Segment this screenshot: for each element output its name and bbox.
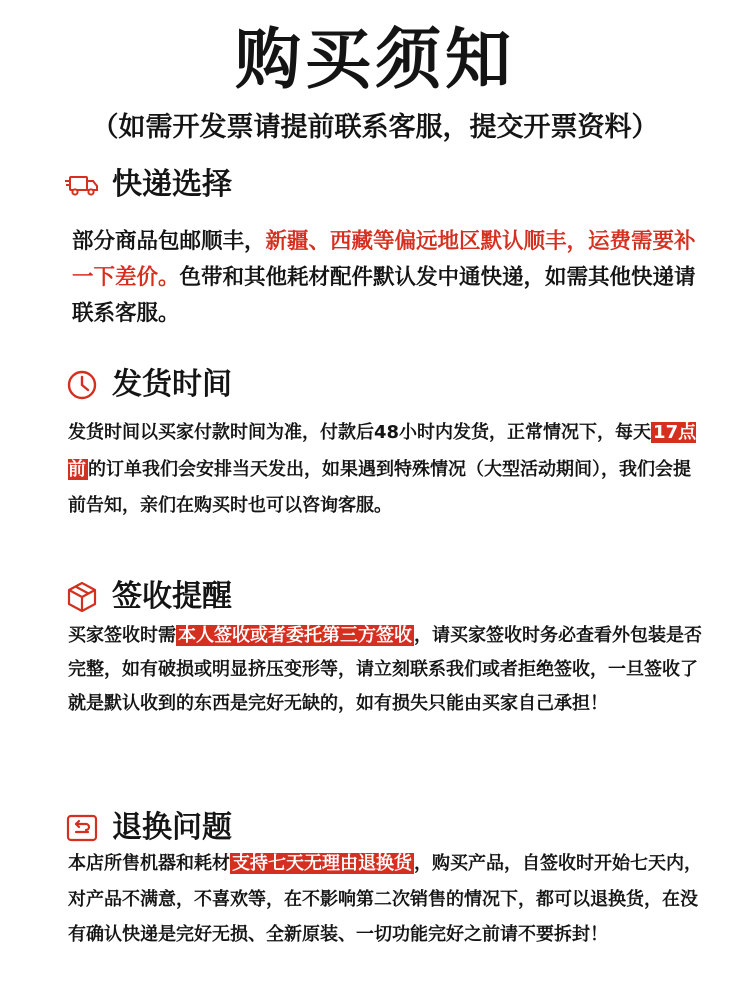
package-box-icon	[64, 579, 100, 615]
page-subtitle: （如需开发票请提前联系客服，提交开票资料）	[91, 112, 659, 143]
page-title: 购买须知	[235, 21, 515, 98]
shipping-notice-red: 新疆、西藏等偏远地区默认顺丰，运费需要补一下差价。	[72, 229, 696, 290]
cutoff-time-highlight: 17点前	[68, 422, 697, 480]
return-arrow-icon	[64, 810, 100, 846]
section-returns-title: 退换问题	[112, 810, 232, 845]
section-signing-title: 签收提醒	[112, 579, 232, 614]
clock-icon	[64, 367, 100, 403]
section-shipping-text: 部分商品包邮顺丰，新疆、西藏等偏远地区默认顺丰，运费需要补一下差价。色带和其他耗材配件默认发中通快递，如需其他快递请联系客服。	[72, 229, 696, 326]
section-signing-header	[64, 577, 232, 617]
section-shipping-title: 快递选择	[112, 167, 232, 202]
section-delivery-time-header	[64, 365, 232, 405]
section-shipping-header	[64, 165, 232, 205]
section-delivery-time-title: 发货时间	[112, 367, 232, 402]
section-returns-header	[64, 808, 232, 848]
delivery-truck-icon	[64, 167, 100, 203]
return-policy-highlight: 支持七天无理由退换货	[232, 853, 412, 874]
section-returns-text: 本店所售机器和耗材 支持七天无理由退换货 ，购买产品，自签收时开始七天内，对产品不满意，不喜欢等，在不影响第二次销售的情况下，都可以退换货，在没有确认快递是完好无损、全新原装、一切功能完好之前请不要拆封！	[68, 853, 702, 945]
section-signing-text: 买家签收时需 本人签收或者委托第三方签收 ，请买家签收时务必查看外包装是否完整，如有破损或明显挤压变形等，请立刻联系我们或者拒绝签收，一旦签收了就是默认收到的东西是完好无缺的，如有损失只能由买家自己承担！	[68, 625, 702, 714]
signing-requirement-highlight: 本人签收或者委托第三方签收	[178, 625, 412, 646]
section-delivery-time-text: 发货时间以买家付款时间为准，付款后48小时内发货，正常情况下，每天 17点前 的订单我们会安排当天发出，如果遇到特殊情况（大型活动期间），我们会提前告知，亲们在购买时也可以咨询客服。	[68, 422, 697, 516]
